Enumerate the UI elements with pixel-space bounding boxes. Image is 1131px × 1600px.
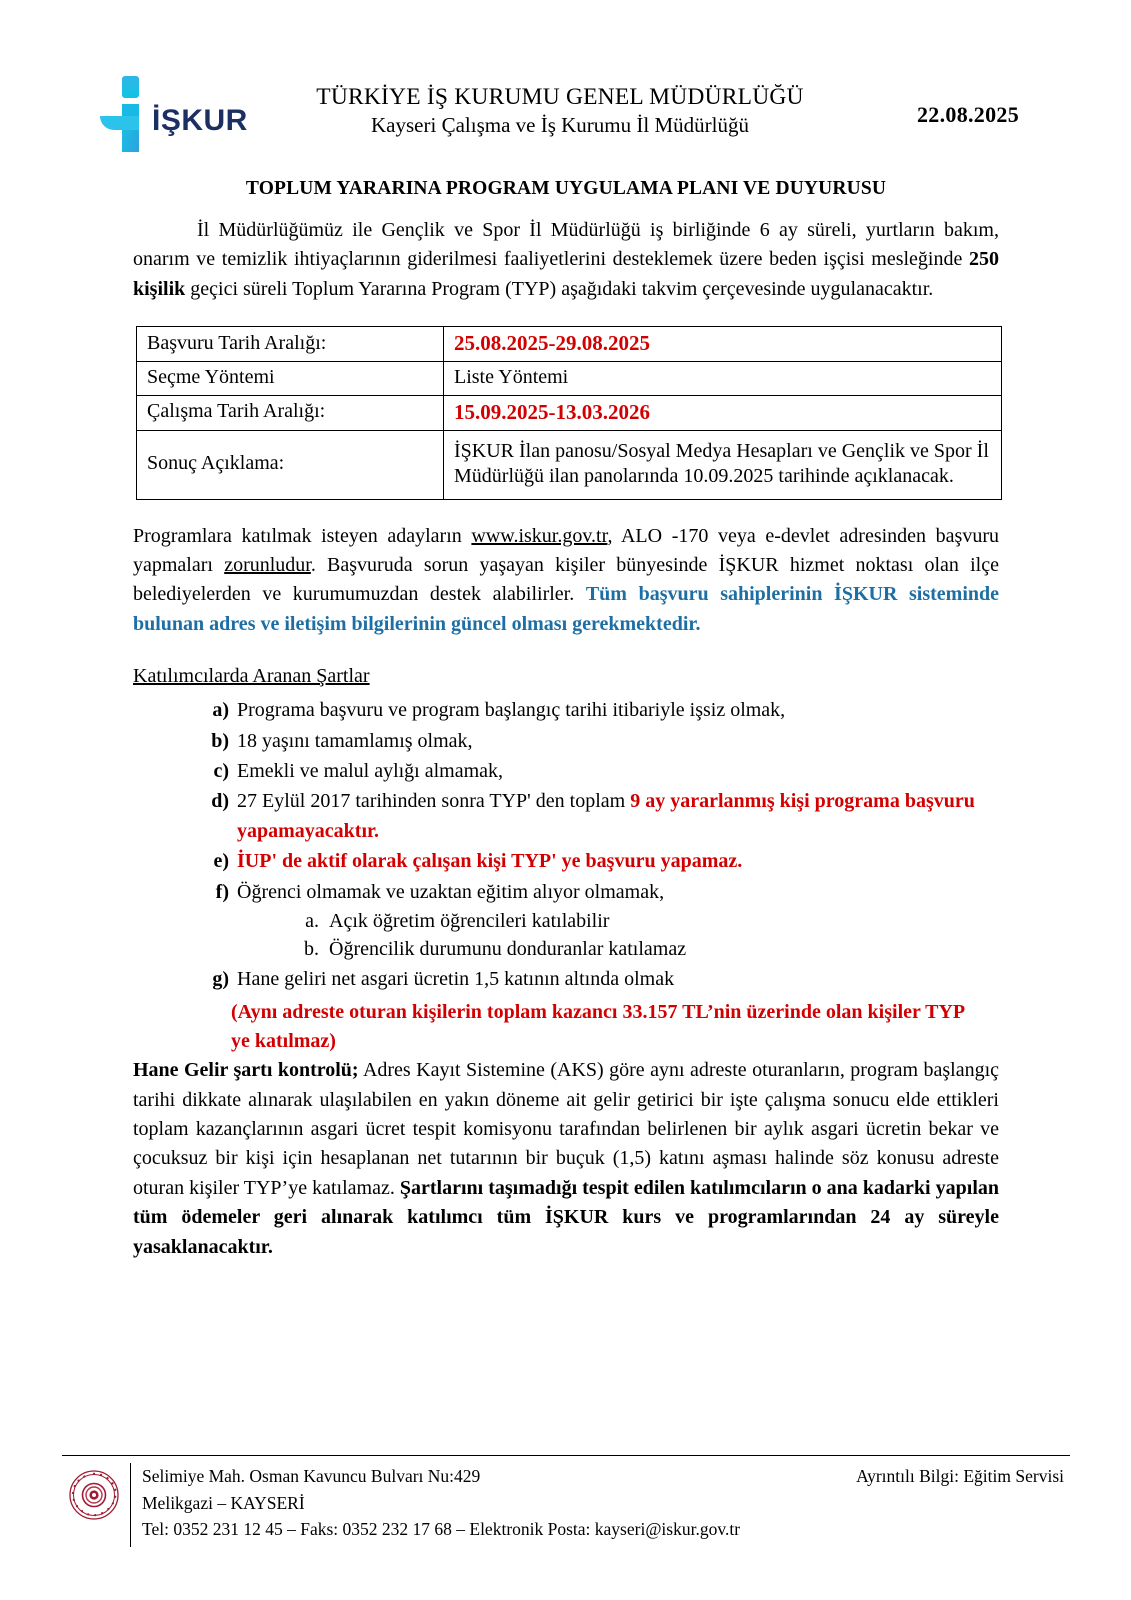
row-label-calisma-tarih: Çalışma Tarih Aralığı: bbox=[137, 395, 444, 430]
list-item bbox=[201, 787, 999, 846]
sublist-item-text: Öğrencilik durumunu donduranlar katılamaz bbox=[329, 938, 687, 961]
table-row bbox=[137, 362, 1002, 396]
conditions-heading-label: Katılımcılarda Aranan Şartlar bbox=[133, 665, 370, 688]
row-label-sonuc-aciklama: Sonuç Açıklama: bbox=[137, 430, 444, 499]
org-name-line2: Kayseri Çalışma ve İş Kurumu İl Müdürlüğü bbox=[371, 112, 749, 137]
org-name-line1: TÜRKİYE İŞ KURUMU GENEL MÜDÜRLÜĞÜ bbox=[316, 84, 804, 110]
application-text-3: . Başvuruda sorun yaşayan kişiler bünyesinde İŞKUR hizmet noktası olan ilçe belediyelerden ve kurumumuzdan destek alabilirler. bbox=[133, 554, 999, 606]
footer-info-text: Ayrıntılı Bilgi: Eğitim Servisi bbox=[856, 1466, 1064, 1486]
footer-address-line2: Melikgazi – KAYSERİ bbox=[142, 1492, 305, 1513]
row-label-secme-yontemi: Seçme Yöntemi bbox=[137, 362, 444, 396]
list-item bbox=[201, 847, 999, 876]
footer-address-block bbox=[142, 1463, 740, 1543]
list-item bbox=[201, 727, 999, 756]
document-header bbox=[0, 72, 1131, 162]
closing-bold-lead: Hane Gelir şartı kontrolü; bbox=[133, 1059, 359, 1082]
list-item-text: Hane geliri net asgari ücretin 1,5 katının altında olmak bbox=[237, 967, 675, 990]
closing-paragraph bbox=[133, 1056, 999, 1262]
table-row bbox=[137, 395, 1002, 430]
application-text-1: Programlara katılmak isteyen adayların bbox=[133, 524, 472, 547]
conditions-heading bbox=[133, 665, 999, 688]
footer-divider-line bbox=[62, 1455, 1070, 1456]
document-body bbox=[133, 178, 999, 1262]
sublist-marker: a. bbox=[305, 910, 319, 932]
iskur-website-link[interactable]: www.iskur.gov.tr bbox=[471, 524, 608, 547]
list-item-text: İUP' de aktif olarak çalışan kişi TYP' ye başvuru yapamaz. bbox=[237, 850, 743, 873]
application-highlight-note: Tüm başvuru sahiplerinin İŞKUR sisteminde bulunan adres ve iletişim bilgilerinin güncel olması gerekmektedir. bbox=[133, 583, 999, 635]
list-item bbox=[299, 907, 999, 935]
list-marker: e) bbox=[213, 850, 229, 873]
intro-part1: İl Müdürlüğümüz ile Gençlik ve Spor İl Müdürlüğü iş birliğinde 6 ay süreli, yurtların bakım, onarım ve temizlik ihtiyaçlarının giderilmesi faaliyetlerini desteklemek üzere beden işçisi mesleğinde bbox=[133, 219, 999, 271]
list-marker: a) bbox=[212, 699, 229, 722]
intro-quota: 250 kişilik bbox=[133, 248, 999, 300]
list-item bbox=[201, 696, 999, 725]
row-label-basvuru-tarih: Başvuru Tarih Aralığı: bbox=[137, 327, 444, 362]
row-value-basvuru-tarih: 25.08.2025-29.08.2025 bbox=[444, 327, 1002, 362]
list-marker: b) bbox=[211, 729, 229, 752]
list-item-text: Öğrenci olmamak ve uzaktan eğitim alıyor olmamak, bbox=[237, 880, 665, 903]
application-paragraph bbox=[133, 522, 999, 640]
organization-heading bbox=[280, 84, 840, 138]
closing-bold-tail: Şartlarını taşımadığı tespit edilen katılımcıların o ana kadarki yapılan tüm ödemeler geri alınarak katılımcı tüm İŞKUR kurs ve programlarından 24 ay süreyle yasaklanacaktır. bbox=[133, 1176, 999, 1258]
footer-info-block bbox=[856, 1463, 1064, 1490]
document-date: 22.08.2025 bbox=[917, 102, 1019, 127]
list-item-emphasis: 9 ay yararlanmış kişi programa başvuru yapamayacaktır. bbox=[237, 790, 975, 842]
list-item bbox=[201, 878, 999, 964]
footer-address-line1: Selimiye Mah. Osman Kavuncu Bulvarı Nu:429 bbox=[142, 1466, 481, 1486]
sublist-marker: b. bbox=[304, 938, 319, 961]
application-text-2: , ALO -170 veya e-devlet adresinden başvuru yapmaları bbox=[133, 524, 999, 577]
table-row bbox=[137, 327, 1002, 362]
intro-part2: geçici süreli Toplum Yararına Program (TYP) aşağıdaki takvim çerçevesinde uygulanacaktır. bbox=[185, 277, 934, 300]
page-title: TOPLUM YARARINA PROGRAM UYGULAMA PLANI VE DUYURUSU bbox=[245, 178, 887, 199]
footer-contact-line: Tel: 0352 231 12 45 – Faks: 0352 232 17 68 – Elektronik Posta: kayseri@iskur.gov.tr bbox=[142, 1519, 741, 1540]
list-item-text: Emekli ve malul aylığı almamak, bbox=[237, 760, 504, 783]
intro-paragraph bbox=[133, 216, 999, 304]
list-item-text: 27 Eylül 2017 tarihinden sonra TYP' den toplam bbox=[237, 790, 631, 813]
list-item bbox=[299, 935, 999, 963]
sublist-item-text: Açık öğretim öğrencileri katılabilir bbox=[329, 910, 610, 932]
list-item bbox=[201, 757, 999, 786]
application-mandatory-word: zorunludur bbox=[224, 554, 311, 577]
conditions-sublist bbox=[237, 907, 999, 964]
list-marker: c) bbox=[213, 760, 229, 783]
ministry-seal-icon bbox=[68, 1469, 120, 1521]
table-row bbox=[137, 430, 1002, 499]
program-schedule-table bbox=[136, 326, 1002, 500]
conditions-list bbox=[133, 696, 999, 994]
row-value-calisma-tarih: 15.09.2025-13.03.2026 bbox=[444, 395, 1002, 430]
list-item-text: Programa başvuru ve program başlangıç tarihi itibariyle işsiz olmak, bbox=[237, 699, 786, 722]
list-marker: f) bbox=[215, 880, 229, 903]
closing-body-text: Adres Kayıt Sistemine (AKS) göre aynı adreste oturanların, program başlangıç tarihi dikkate alınarak ulaşılabilen en yakın döneme ait gelir getirici bir işte çalışma sonucu elde ettikleri toplam kazançlarının asgari ücret tespit komisyonu tarafından belirlenen bir aylık asgari ücretin bekar ve çocuksuz bir kişi için hesaplanan net tutarının bir buçuk (1,5) katını aşması halinde söz konusu adreste oturan kişiler TYP’ye katılamaz. bbox=[133, 1059, 1000, 1199]
iskur-logo bbox=[96, 74, 276, 154]
document-footer bbox=[62, 1463, 1070, 1553]
list-item bbox=[201, 965, 999, 994]
footer-vertical-rule bbox=[130, 1463, 131, 1547]
list-marker: d) bbox=[211, 790, 229, 813]
row-value-sonuc-aciklama: İŞKUR İlan panosu/Sosyal Medya Hesapları ve Gençlik ve Spor İl Müdürlüğü ilan panolarında 10.09.2025 tarihinde açıklanacak. bbox=[444, 430, 1002, 499]
list-marker: g) bbox=[212, 967, 229, 990]
income-limit-note: (Aynı adreste oturan kişilerin toplam kazancı 33.157 TL’nin üzerinde olan kişiler TYP ye katılmaz) bbox=[231, 1001, 965, 1053]
list-item-text: 18 yaşını tamamlamış olmak, bbox=[237, 729, 473, 752]
row-value-secme-yontemi: Liste Yöntemi bbox=[444, 362, 1002, 396]
iskur-logo-icon bbox=[96, 74, 276, 154]
svg-text:İŞKUR: İŞKUR bbox=[152, 104, 248, 137]
